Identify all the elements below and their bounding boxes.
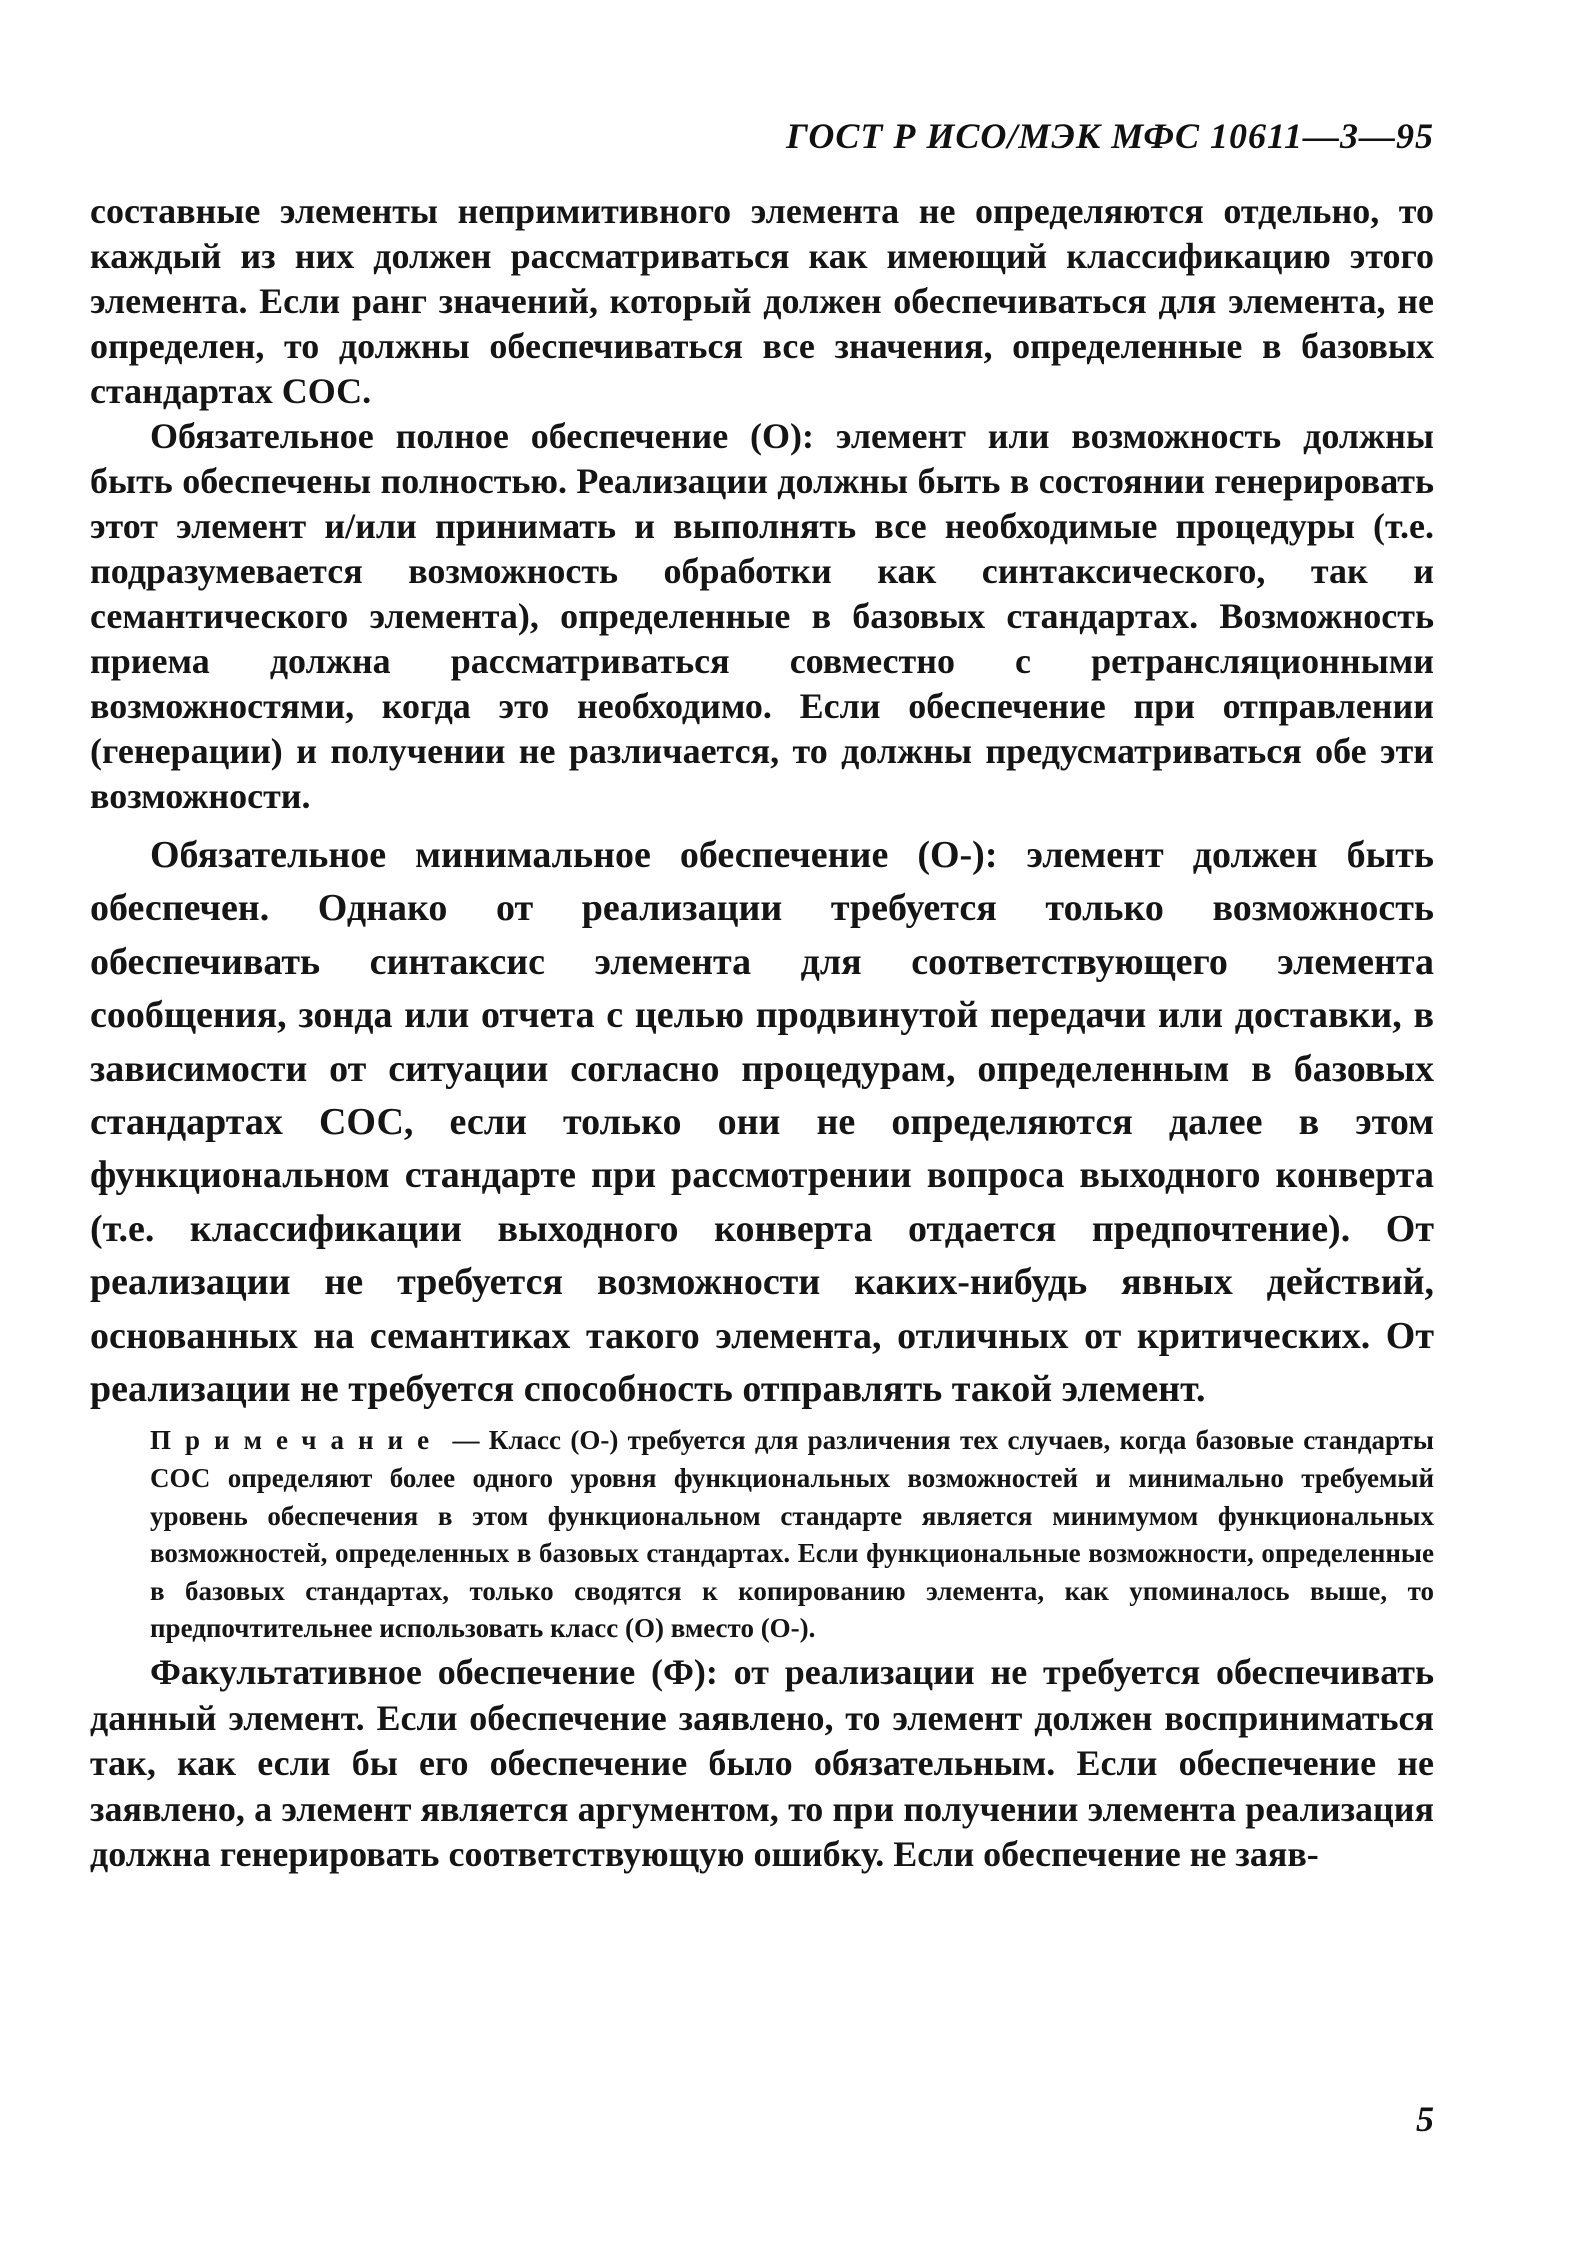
- paragraph-mandatory-minimal: Обязательное минимальное обеспечение (О-): элемент должен быть обеспечен. Однако от реализации требуется только возможность обеспечивать синтаксис элемента для соответствующего элемента сообщения, зонда или отчета с целью продвинутой передачи или доставки, в зависимости от ситуации согласно процедурам, определенным в базовых стандартах СОС, если только они не определяются далее в этом функциональном стандарте при рассмотрении вопроса выходного конверта (т.е. классификации выходного конверта отдается предпочтение). От реализации не требуется возможности каких-нибудь явных действий, основанных на семантиках такого элемента, отличных от критических. От реализации не требуется способность отправлять такой элемент.: [90, 834, 1434, 1411]
- paragraph-continuation: составные элементы непримитивного элемента не определяются отдельно, то каждый из них должен рассматриваться как имеющий классификацию этого элемента. Если ранг значений, который должен обеспечиваться для элемента, не определен, то должны обеспечиваться все значения, определенные в базовых стандартах СОС.: [90, 191, 1434, 411]
- note-block: [90, 1422, 1434, 1648]
- paragraph-optional: Факультативное обеспечение (Ф): от реализации не требуется обеспечивать данный элемент. Если обеспечение заявлено, то элемент должен восприниматься так, как если бы его обеспечение было обязательным. Если обеспечение не заявлено, а элемент является аргументом, то при получении элемента реализация должна генерировать соответствующую ошибку. Если обеспечение не заяв-: [90, 1652, 1434, 1875]
- document-page: [90, 115, 1434, 1878]
- note-text: — Класс (О-) требуется для различения тех случаев, когда базовые стандарты СОС определяют более одного уровня функциональных возможностей и минимально требуемый уровень обеспечения в этом функциональном стандарте является минимумом функциональных возможностей, определенных в базовых стандартах. Если функциональные возможности, определенные в базовых стандартах, только сводятся к копированию элемента, как упоминалось выше, то предпочтительнее использовать класс (О) вместо (О-).: [150, 1425, 1434, 1644]
- paragraph-mandatory-full: Обязательное полное обеспечение (О): элемент или возможность должны быть обеспечены полностью. Реализации должны быть в состоянии генерировать этот элемент и/или принимать и выполнять все необходимые процедуры (т.е. подразумевается возможность обработки как синтаксического, так и семантического элемента), определенные в базовых стандартах. Возможность приема должна рассматриваться совместно с ретрансляционными возможностями, когда это необходимо. Если обеспечение при отправлении (генерации) и получении не различается, то должны предусматриваться обе эти возможности.: [90, 416, 1434, 816]
- document-header: ГОСТ Р ИСО/МЭК МФС 10611—3—95: [786, 116, 1434, 156]
- note-label: Примечание: [150, 1425, 444, 1456]
- page-number: 5: [1416, 2099, 1434, 2139]
